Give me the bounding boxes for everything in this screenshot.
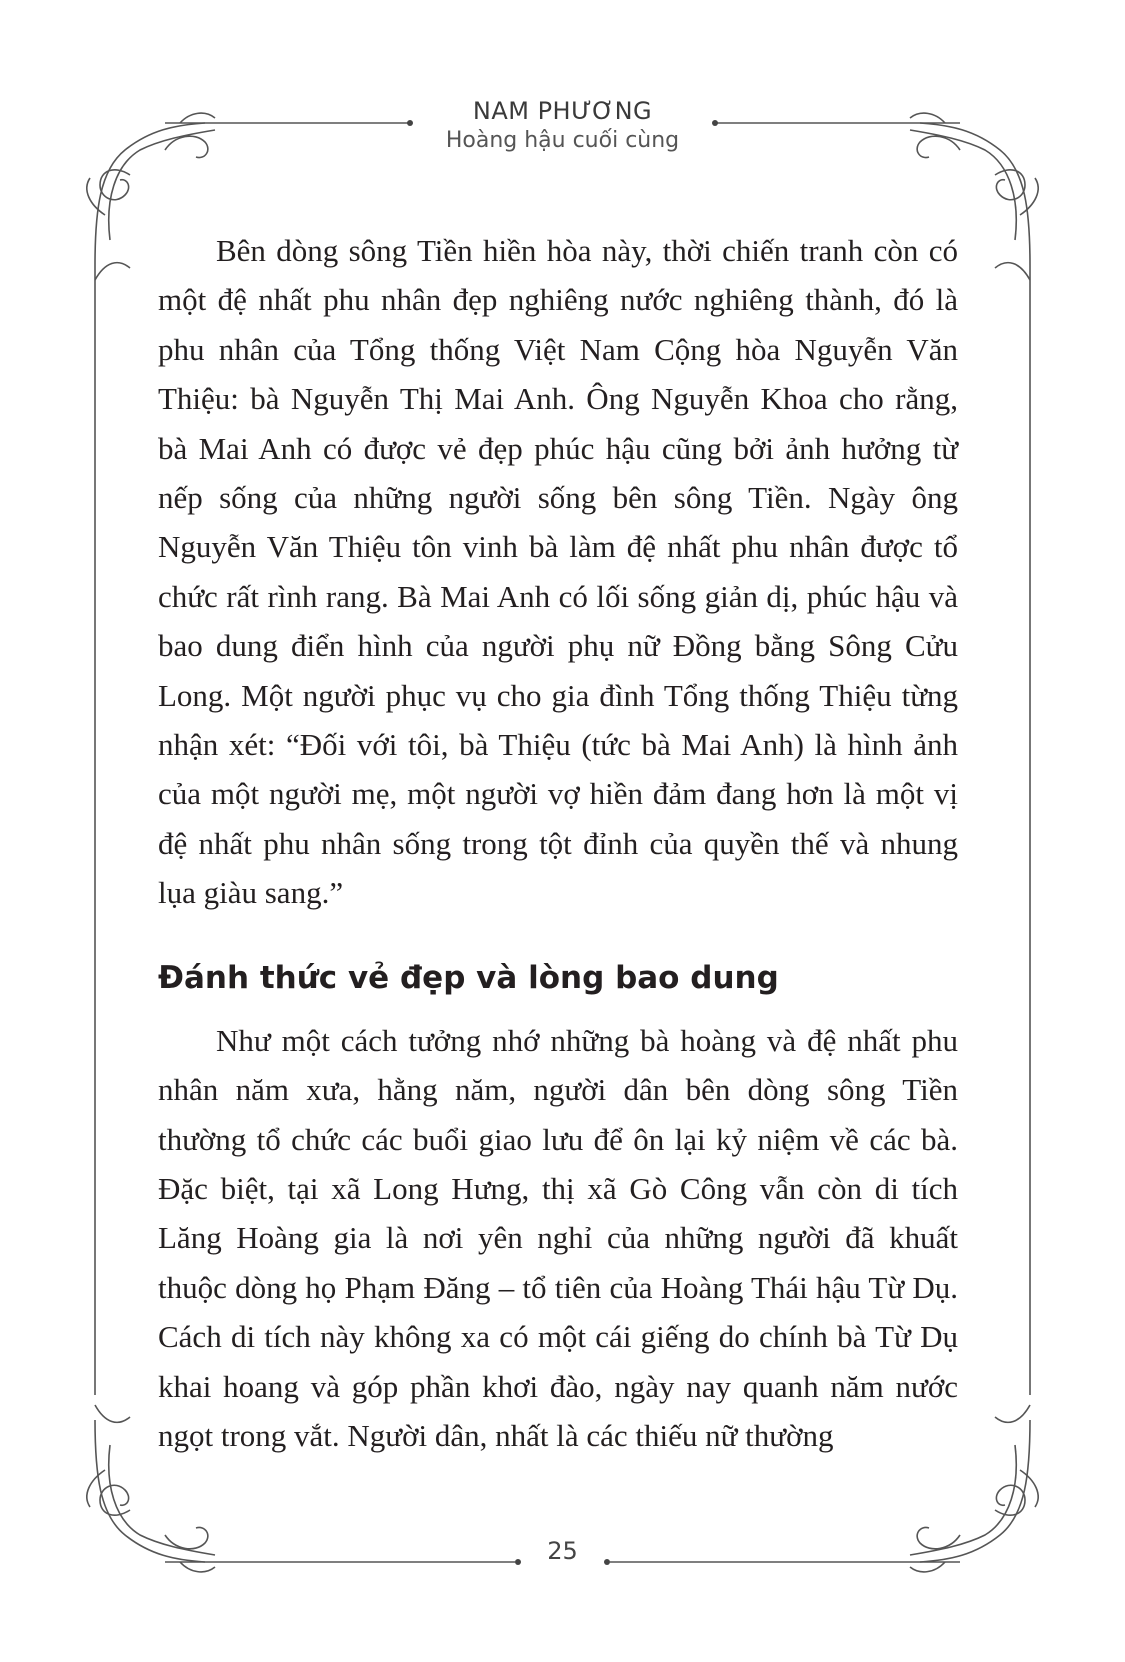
page-body [158,226,958,1460]
paragraph: Như một cách tưởng nhớ những bà hoàng và đệ nhất phu nhân năm xưa, hằng năm, người dân bên dòng sông Tiền thường tổ chức các buổi giao lưu để ôn lại kỷ niệm về các bà. Đặc biệt, tại xã Long Hưng, thị xã Gò Công vẫn còn di tích Lăng Hoàng gia là nơi yên nghỉ của những người đã khuất thuộc dòng họ Phạm Đăng – tổ tiên của Hoàng Thái hậu Từ Dụ. Cách di tích này không xa có một cái giếng do chính bà Từ Dụ khai hoang và góp phần khơi đào, ngày nay quanh năm nước ngọt trong vắt. Người dân, nhất là các thiếu nữ thường [158,1022,958,1453]
book-subtitle: Hoàng hậu cuối cùng [445,128,680,153]
book-title: NAM PHƯƠNG [472,97,653,125]
page-number: 25 [547,1537,578,1565]
running-header [0,96,1125,156]
paragraph: Bên dòng sông Tiền hiền hòa này, thời chiến tranh còn có một đệ nhất phu nhân đẹp nghiêng nước nghiêng thành, đó là phu nhân của Tổng thống Việt Nam Cộng hòa Nguyễn Văn Thiệu: bà Nguyễn Thị Mai Anh. Ông Nguyễn Khoa cho rằng, bà Mai Anh có được vẻ đẹp phúc hậu cũng bởi ảnh hưởng từ nếp sống của những người sống bên sông Tiền. Ngày ông Nguyễn Văn Thiệu tôn vinh bà làm đệ nhất phu nhân được tổ chức rất rình rang. Bà Mai Anh có lối sống giản dị, phúc hậu và bao dung điển hình của người phụ nữ Đồng bằng Sông Cửu Long. Một người phục vụ cho gia đình Tổng thống Thiệu từng nhận xét: “Đối với tôi, bà Thiệu (tức bà Mai Anh) là hình ảnh của một người mẹ, một người vợ hiền đảm đang hơn là một vị đệ nhất phu nhân sống trong tột đỉnh của quyền thế và nhung lụa giàu sang.” [158,233,958,911]
section-heading: Đánh thức vẻ đẹp và lòng bao dung [158,959,779,996]
